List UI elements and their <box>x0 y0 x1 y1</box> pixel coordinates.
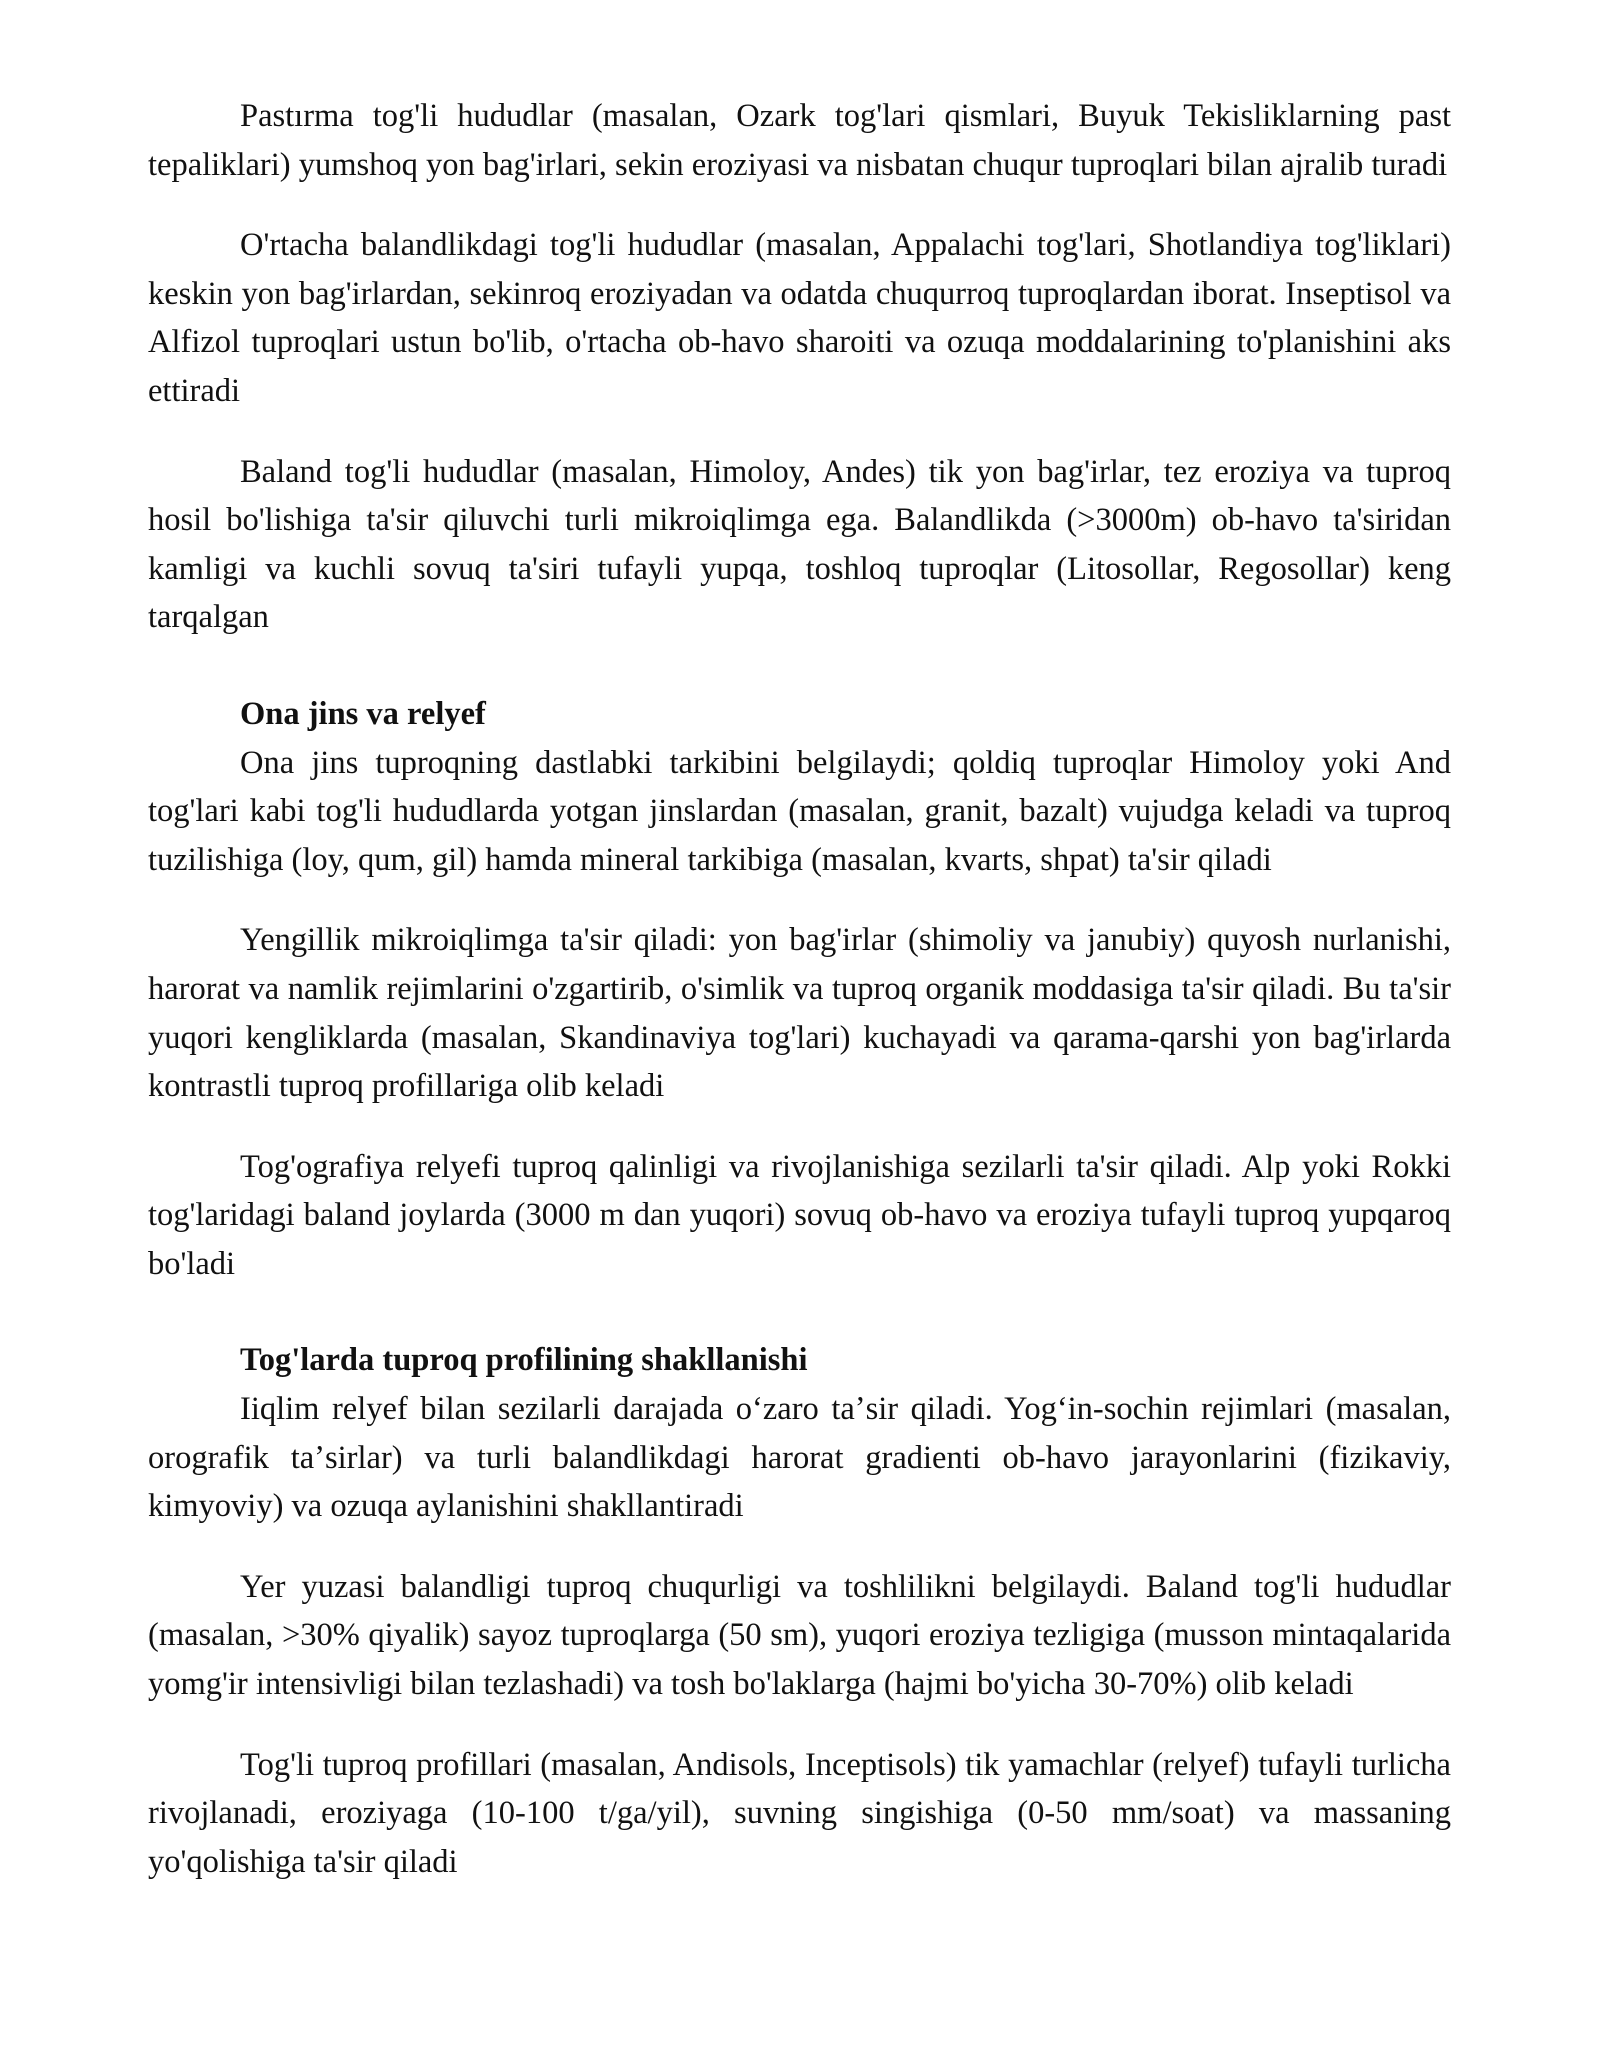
document-page <box>148 92 1451 1886</box>
section-heading-parent-rock: Ona jins va relyef <box>240 695 486 732</box>
paragraph-mid-altitude-mountains: O'rtacha balandlikdagi tog'li hududlar (masalan, Appalachi tog'lari, Shotlandiya tog'liklari) keskin yon bag'irlardan, sekinroq eroziyadan va odatda chuqurroq tuproqlardan iborat. Inseptisol va Alfizol tuproqlari ustun bo'lib, o'rtacha ob-havo sharoiti va ozuqa moddalarining to'planishini aks ettiradi <box>148 227 1451 409</box>
paragraph-mountain-profiles: Tog'li tuproq profillari (masalan, Andisols, Inceptisols) tik yamachlar (relyef) tufayli turlicha rivojlanadi, eroziyaga (10-100 t/ga/yil), suvning singishiga (0-50 mm/soat) va massaning yo'qolishiga ta'sir qiladi <box>148 1746 1451 1880</box>
paragraph-climate-relief: Iiqlim relyef bilan sezilarli darajada oʻzaro taʼsir qiladi. Yogʻin-sochin rejimlari (masalan, orografik taʼsirlar) va turli balandlikdagi harorat gradienti ob-havo jarayonlarini (fizikaviy, kimyoviy) va ozuqa aylanishini shakllantiradi <box>148 1391 1451 1525</box>
paragraph-elevation: Yer yuzasi balandligi tuproq chuqurligi va toshlilikni belgilaydi. Baland tog'li hududlar (masalan, >30% qiyalik) sayoz tuproqlarga (50 sm), yuqori eroziya tezligiga (musson mintaqalarida yomg'ir intensivligi bilan tezlashadi) va tosh bo'laklarga (hajmi bo'yicha 30-70%) olib keladi <box>148 1568 1451 1703</box>
section-heading-soil-profile: Tog'larda tuproq profilining shakllanishi <box>240 1342 808 1379</box>
paragraph-microclimate: Yengillik mikroiqlimga ta'sir qiladi: yon bag'irlar (shimoliy va janubiy) quyosh nurlanishi, harorat va namlik rejimlarini o'zgartirib, o'simlik va tuproq organik moddasiga ta'sir qiladi. Bu ta'sir yuqori kengliklarda (masalan, Skandinaviya tog'lari) kuchayadi va qarama-qarshi yon bag'irlarda kontrastli tuproq profillariga olib keladi <box>148 922 1451 1105</box>
paragraph-topography: Tog'ografiya relyefi tuproq qalinligi va rivojlanishiga sezilarli ta'sir qiladi. Alp yoki Rokki tog'laridagi baland joylarda (3000 m dan yuqori) sovuq ob-havo va eroziya tufayli tuproq yupqaroq bo'ladi <box>148 1148 1451 1282</box>
paragraph-lowland-mountains: Pastırma tog'li hududlar (masalan, Ozark tog'lari qismlari, Buyuk Tekisliklarning past tepaliklari) yumshoq yon bag'irlari, sekin eroziyasi va nisbatan chuqur tuproqlari bilan ajralib turadi <box>148 98 1451 183</box>
paragraph-parent-rock: Ona jins tuproqning dastlabki tarkibini belgilaydi; qoldiq tuproqlar Himoloy yoki And tog'lari kabi tog'li hududlarda yotgan jinslardan (masalan, granit, bazalt) vujudga keladi va tuproq tuzilishiga (loy, qum, gil) hamda mineral tarkibiga (masalan, kvarts, shpat) ta'sir qiladi <box>148 744 1451 878</box>
paragraph-high-mountains: Baland tog'li hududlar (masalan, Himoloy, Andes) tik yon bag'irlar, tez eroziya va tuproq hosil bo'lishiga ta'sir qiluvchi turli mikroiqlimga ega. Balandlikda (>3000m) ob-havo ta'siridan kamligi va kuchli sovuq ta'siri tufayli yupqa, toshloq tuproqlar (Litosollar, Regosollar) keng tarqalgan <box>148 453 1451 636</box>
